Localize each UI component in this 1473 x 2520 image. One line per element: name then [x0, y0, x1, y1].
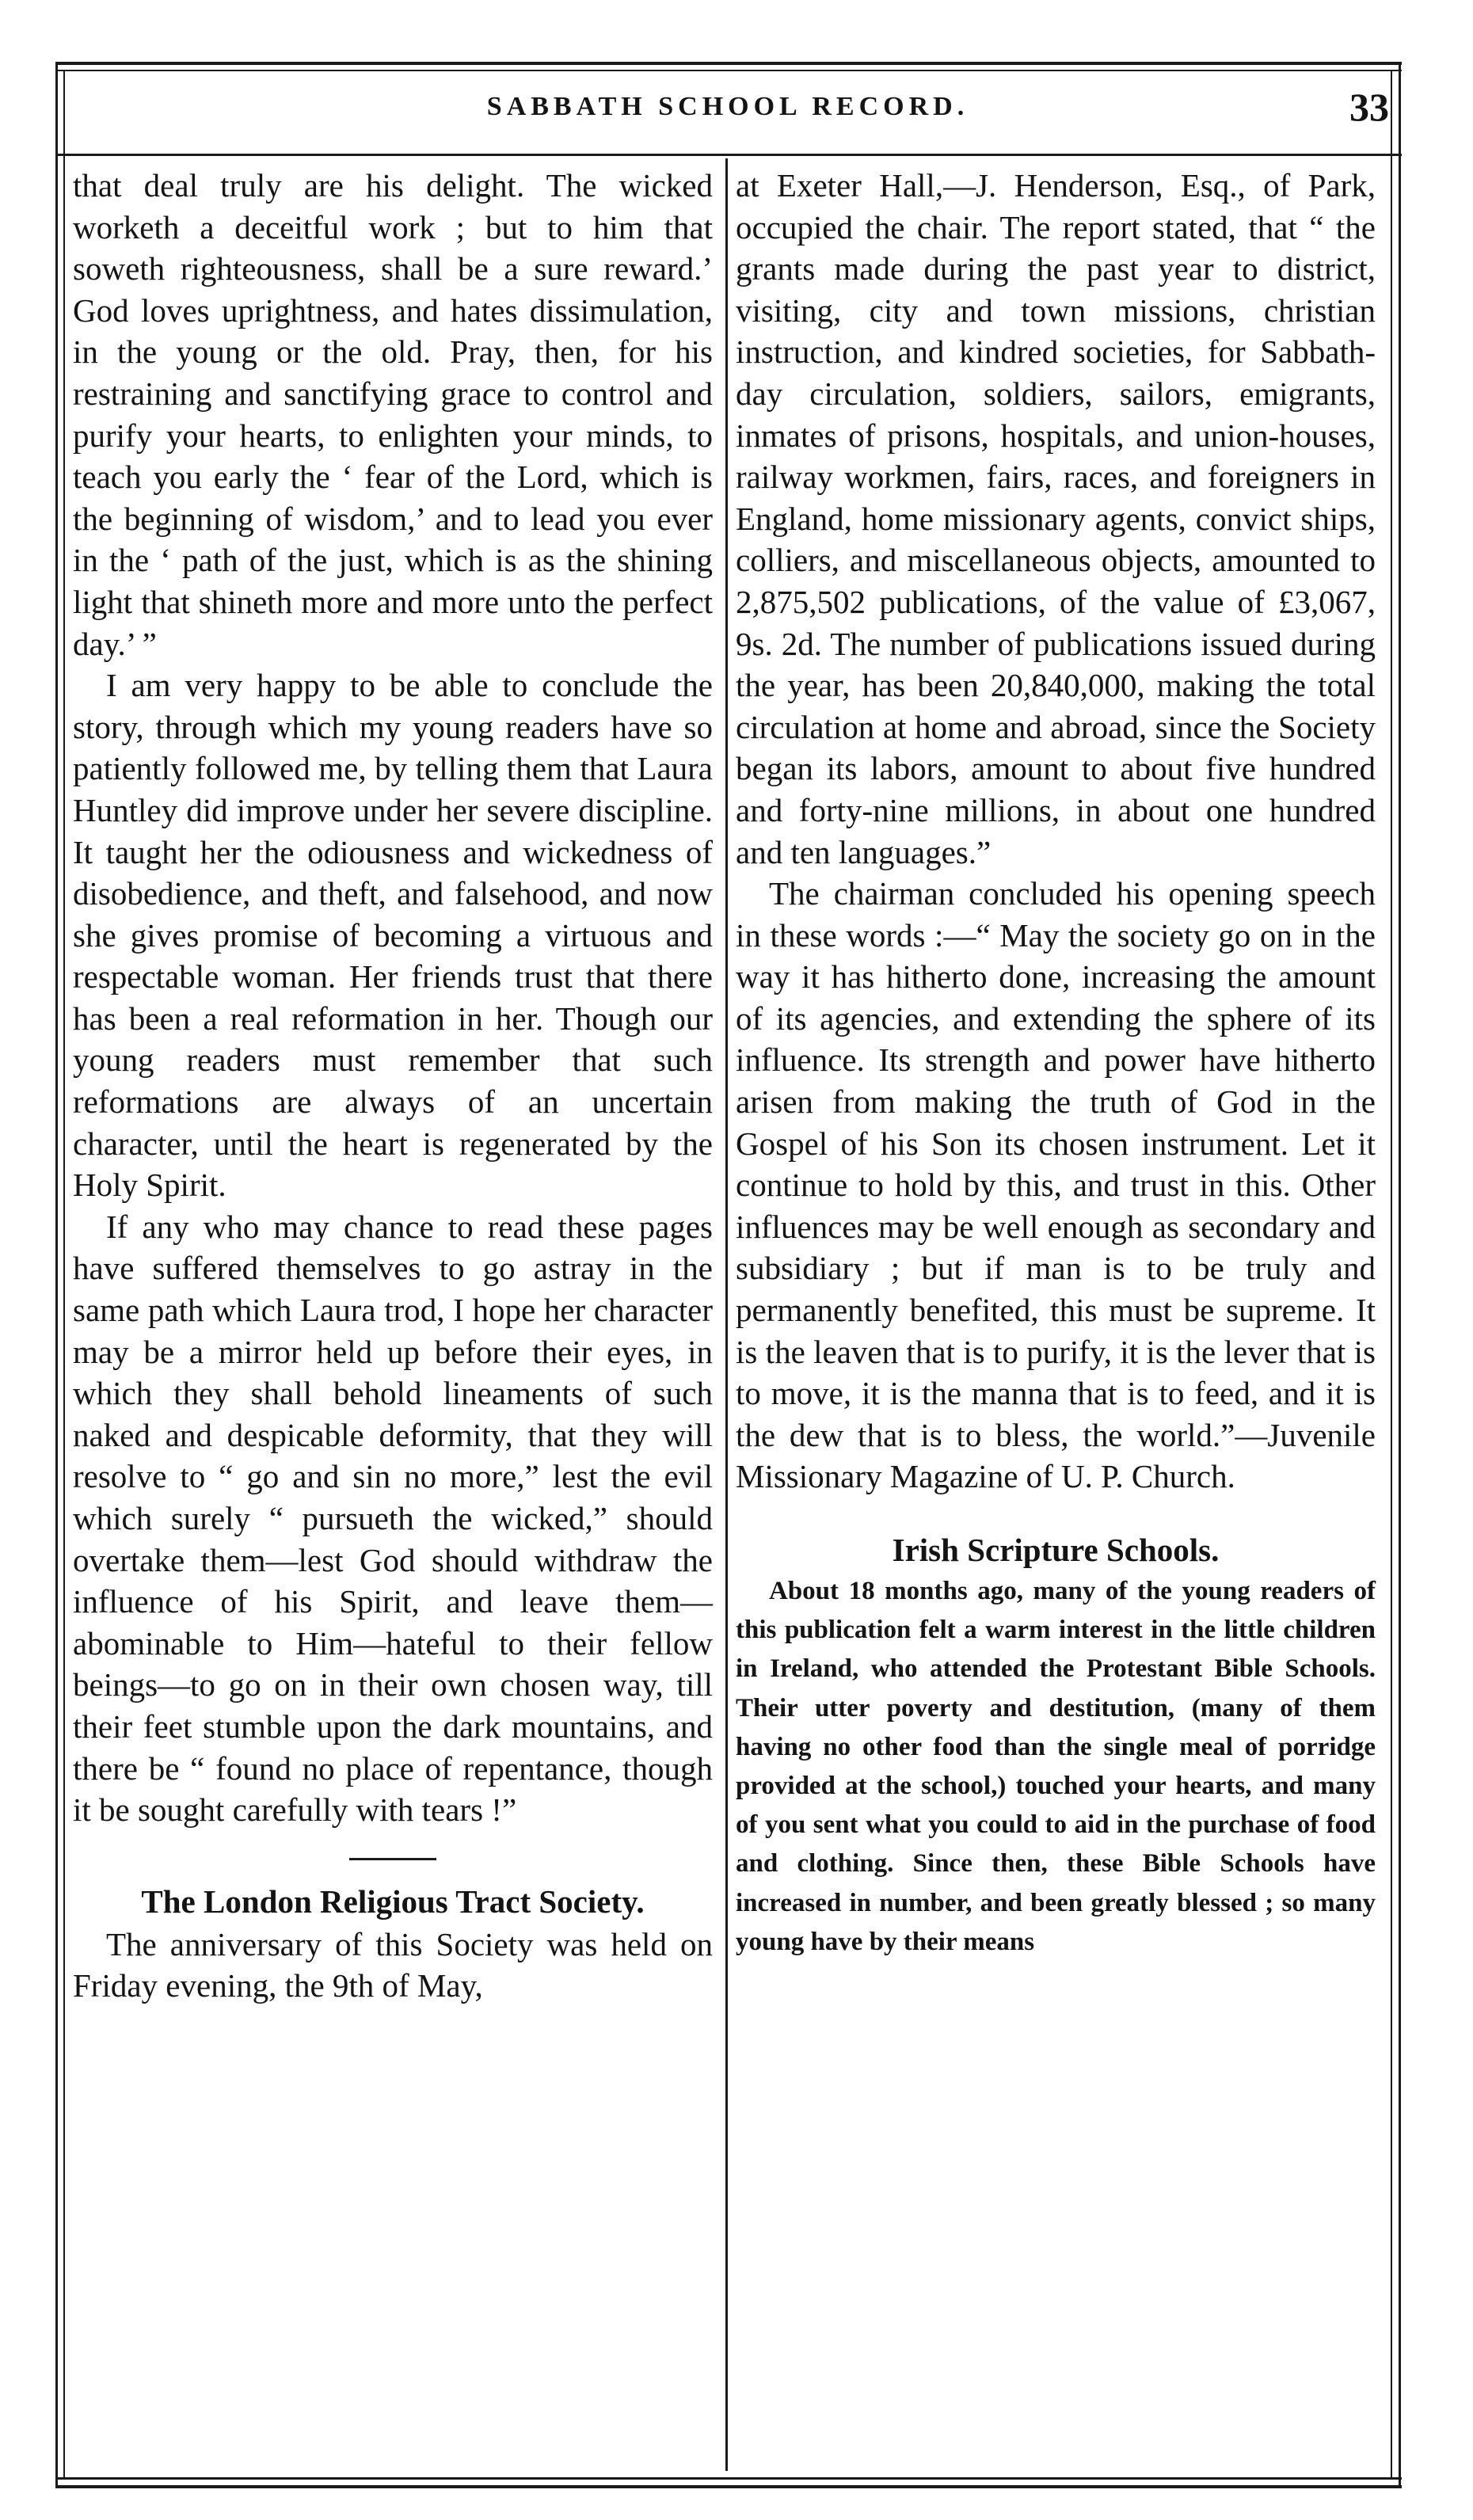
border-right-rule [1399, 62, 1401, 2485]
page-header [59, 84, 1397, 147]
right-paragraph-2: The chairman concluded his opening speech in these words :—“ May the society go on in the way it has hitherto done, increasing the amount of its agencies, and extending the sphere of its influence. Its strength and power have hitherto arisen from making the truth of God in the Gospel of his Son its chosen instrument. Let it continue to hold by this, and trust in this. Other influences may be well enough as secondary and subsidiary ; but if man is to be truly and permanently benefited, this must be supreme. It is the leaven that is to purify, it is the lever that is to move, it is the manna that is to feed, and it is the dew that is to bless, the world.”—Juvenile Missionary Magazine of U. P. Church. [736, 875, 1376, 1495]
section-gap [736, 1498, 1376, 1528]
tract-society-heading: The London Religious Tract Society. [141, 1882, 645, 1920]
right-column [736, 165, 1376, 1962]
left-paragraph-2: I am very happy to be able to conclude the story, through which my young readers have so patiently followed me, by telling them that Laura Huntley did improve under her severe discipline. It taught her the odiousness and wickedness of disobedience, and theft, and falsehood, and now she gives promise of becoming a virtuous and respectable woman. Her friends trust that there has been a real reformation in her. Though our young readers must remember that such reformations are always of an uncertain character, until the heart is regenerated by the Holy Spirit. [73, 667, 713, 1204]
header-underline-rule [55, 154, 1402, 156]
irish-schools-heading: Irish Scripture Schools. [892, 1532, 1220, 1568]
left-paragraph-1: that deal truly are his delight. The wicked worketh a deceitful work ; but to him that soweth righteousness, shall be a sure reward.’ God loves uprightness, and hates dissimulation, in the young or the old. Pray, then, for his restraining and sanctifying grace to control and purify your hearts, to enlighten your minds, to teach you early the ‘ fear of the Lord, which is the beginning of wisdom,’ and to lead you ever in the ‘ path of the just, which is as the shining light that shineth more and more unto the perfect day.’ ” [73, 167, 713, 662]
border-bottom-outer-rule [55, 2485, 1402, 2488]
running-title: SABBATH SCHOOL RECORD. [486, 92, 969, 121]
border-top-rule [55, 62, 1402, 65]
page-number: 33 [1349, 85, 1389, 129]
left-column [73, 165, 713, 2007]
column-divider-rule [725, 158, 728, 2471]
left-paragraph-4: The anniversary of this Society was held on Friday evening, the 9th of May, [73, 1925, 713, 2004]
border-right-inner-rule [1391, 70, 1392, 2477]
right-paragraph-1: at Exeter Hall,—J. Henderson, Esq., of Park, occupied the chair. The report stated, that “ the grants made during the past year to district, visiting, city and town missions, christian instruction, and kindred societies, for Sabbath-day circulation, soldiers, sailors, emigrants, inmates of prisons, hospitals, and union-houses, railway workmen, fairs, races, and foreigners in England, home missionary agents, convict ships, colliers, and miscellaneous objects, amounted to 2,875,502 publications, of the value of £3,067, 9s. 2d. The number of publications issued during the year, has been 20,840,000, making the total circulation at home and abroad, since the Society began its labors, amount to about five hundred and forty-nine millions, in about one hundred and ten languages.” [736, 167, 1376, 870]
right-paragraph-3: About 18 months ago, many of the young readers of this publication felt a warm interest in the little children in Ireland, who attended the Protestant Bible Schools. Their utter poverty and destitution, (many of them having no other food than the single meal of porridge provided at the school,) touched your hearts, and many of you sent what you could to aid in the purchase of food and clothing. Since then, these Bible Schools have increased in number, and been greatly blessed ; so many young have by their means [736, 1577, 1376, 1956]
border-top-inner-rule [55, 70, 1402, 71]
border-left-rule [55, 62, 58, 2485]
left-paragraph-3: If any who may chance to read these pages have suffered themselves to go astray in the same path which Laura trod, I hope her character may be a mirror held up before their eyes, in which they shall behold lineaments of such naked and despicable deformity, that they will resolve to “ go and sin no more,” lest the evil which surely “ pursueth the wicked,” should overtake them—lest God should withdraw the influence of his Spirit, and leave them—abominable to Him—hateful to their fellow beings—to go on in their own chosen way, till their feet stumble upon the dark mountains, and there be “ found no place of repentance, though it be sought carefully with tears !” [73, 1208, 713, 1829]
section-divider [349, 1858, 436, 1860]
border-bottom-rule [55, 2477, 1402, 2480]
border-left-inner-rule [63, 70, 65, 2477]
